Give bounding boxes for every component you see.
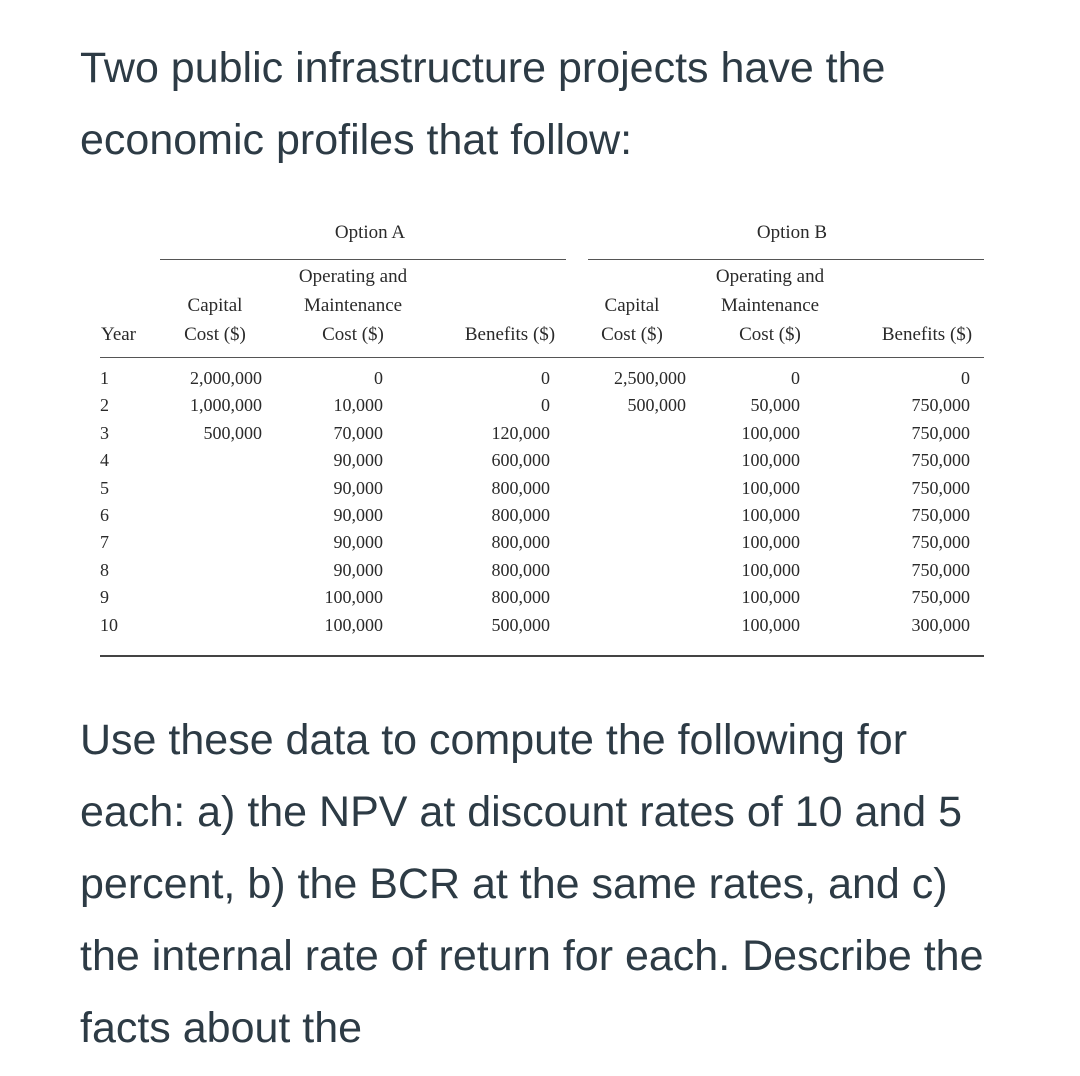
b-om-cell: 100,000 bbox=[741, 477, 800, 498]
a-om-cell: 0 bbox=[374, 368, 383, 388]
option-a-title: Option A bbox=[334, 222, 406, 243]
a-benefits-cell: 0 bbox=[541, 368, 550, 388]
b-benefits-cell: 750,000 bbox=[911, 587, 970, 608]
b-benefits-cell: 750,000 bbox=[911, 559, 970, 580]
b-benefits-cell: 750,000 bbox=[911, 477, 970, 498]
option-b-title: Option B bbox=[756, 222, 828, 243]
a-om-cell: 10,000 bbox=[333, 395, 383, 416]
year-cell: 2 bbox=[100, 395, 109, 416]
year-cell: 3 bbox=[100, 422, 109, 443]
a-capital-cell: 1,000,000 bbox=[190, 395, 262, 416]
a-om-cell: 90,000 bbox=[333, 477, 383, 498]
a-om-cell: 100,000 bbox=[324, 614, 383, 635]
b-capital-cell: 2,500,000 bbox=[614, 368, 686, 388]
header-a-om-line3: Cost ($) bbox=[322, 324, 384, 345]
year-cell: 10 bbox=[100, 614, 118, 635]
a-benefits-cell: 800,000 bbox=[491, 532, 550, 553]
b-om-cell: 50,000 bbox=[750, 395, 800, 416]
header-b-capital-line1: Capital bbox=[604, 295, 660, 316]
b-om-cell: 100,000 bbox=[741, 587, 800, 608]
option-b-rule bbox=[588, 259, 984, 260]
b-capital-cell: 500,000 bbox=[627, 395, 686, 416]
b-benefits-cell: 750,000 bbox=[911, 532, 970, 553]
b-om-cell: 100,000 bbox=[741, 505, 800, 525]
header-rule bbox=[100, 357, 984, 358]
b-om-cell: 100,000 bbox=[741, 614, 800, 635]
a-om-cell: 70,000 bbox=[333, 422, 383, 443]
b-om-cell: 0 bbox=[791, 368, 800, 388]
year-cell: 4 bbox=[100, 450, 109, 471]
header-b-om-line1: Operating and bbox=[715, 266, 825, 287]
intro-text: Two public infrastructure projects have the economic profiles that follow: bbox=[80, 44, 886, 164]
a-capital-cell: 2,000,000 bbox=[190, 368, 262, 388]
b-benefits-cell: 750,000 bbox=[911, 422, 970, 443]
year-cell: 9 bbox=[100, 587, 109, 608]
year-cell: 7 bbox=[100, 532, 109, 553]
a-benefits-cell: 600,000 bbox=[491, 450, 550, 471]
a-benefits-cell: 800,000 bbox=[491, 587, 550, 608]
a-benefits-cell: 800,000 bbox=[491, 559, 550, 580]
header-a-benefits: Benefits ($) bbox=[464, 324, 556, 345]
a-capital-cell: 500,000 bbox=[203, 422, 262, 443]
b-om-cell: 100,000 bbox=[741, 559, 800, 580]
header-a-om-line1: Operating and bbox=[298, 266, 408, 287]
b-om-cell: 100,000 bbox=[741, 450, 800, 471]
a-benefits-cell: 500,000 bbox=[491, 614, 550, 635]
option-a-rule bbox=[160, 259, 566, 260]
header-a-capital-line1: Capital bbox=[187, 295, 243, 316]
header-a-om-line2: Maintenance bbox=[303, 295, 403, 316]
b-benefits-cell: 0 bbox=[961, 368, 970, 388]
b-benefits-cell: 750,000 bbox=[911, 505, 970, 525]
table-bottom-rule bbox=[100, 655, 984, 657]
b-benefits-cell: 300,000 bbox=[911, 614, 970, 635]
year-cell: 5 bbox=[100, 477, 109, 498]
header-a-capital-line2: Cost ($) bbox=[184, 324, 246, 345]
a-om-cell: 100,000 bbox=[324, 587, 383, 608]
b-benefits-cell: 750,000 bbox=[911, 450, 970, 471]
header-b-om-line2: Maintenance bbox=[720, 295, 820, 316]
a-om-cell: 90,000 bbox=[333, 450, 383, 471]
header-year: Year bbox=[101, 324, 137, 345]
b-om-cell: 100,000 bbox=[741, 532, 800, 553]
year-cell: 1 bbox=[100, 368, 109, 388]
a-benefits-cell: 800,000 bbox=[491, 477, 550, 498]
a-om-cell: 90,000 bbox=[333, 505, 383, 525]
year-cell: 8 bbox=[100, 559, 109, 580]
header-b-benefits: Benefits ($) bbox=[881, 324, 973, 345]
a-om-cell: 90,000 bbox=[333, 532, 383, 553]
header-b-capital-line2: Cost ($) bbox=[601, 324, 663, 345]
year-cell: 6 bbox=[100, 505, 109, 525]
question-text: Use these data to compute the following for each: a) the NPV at discount rates of 10 and 5 percent, b) the BCR at the same rates, and c) the internal rate of return for each. Describe the facts about the bbox=[80, 716, 984, 1052]
a-benefits-cell: 120,000 bbox=[491, 422, 550, 443]
header-b-om-line3: Cost ($) bbox=[739, 324, 801, 345]
b-benefits-cell: 750,000 bbox=[911, 395, 970, 416]
a-om-cell: 90,000 bbox=[333, 559, 383, 580]
a-benefits-cell: 0 bbox=[541, 395, 550, 416]
b-om-cell: 100,000 bbox=[741, 422, 800, 443]
a-benefits-cell: 800,000 bbox=[491, 505, 550, 525]
